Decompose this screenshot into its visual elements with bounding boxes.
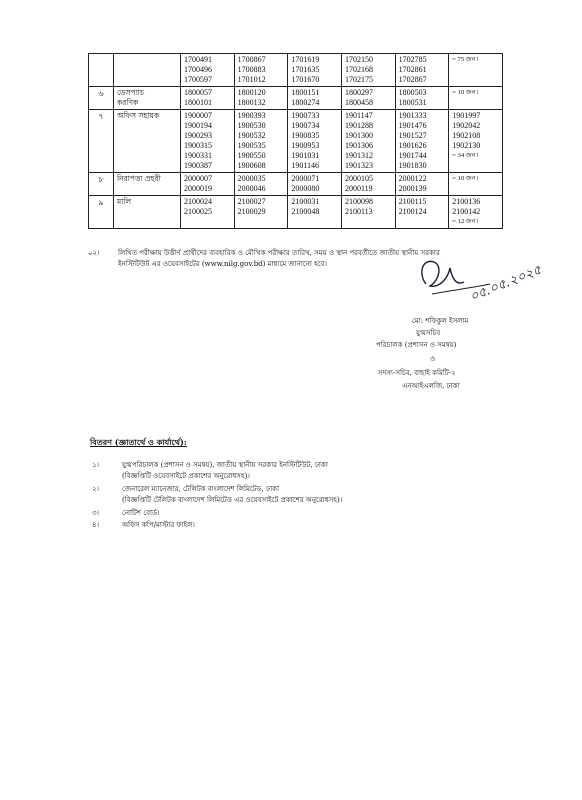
roll-number: 1701619 bbox=[291, 55, 320, 64]
roll-number: 2100024 bbox=[184, 197, 212, 206]
roll-number: 1901997 bbox=[452, 111, 481, 120]
roll-number: 1900387 bbox=[184, 161, 212, 170]
roll-column-cell bbox=[395, 110, 449, 173]
roll-number: 1900393 bbox=[237, 111, 266, 120]
distribution-item-text: অফিস কপি/মাস্টার ফাইল। bbox=[122, 521, 195, 529]
roll-number: 1900293 bbox=[184, 131, 212, 140]
roll-column-cell bbox=[449, 110, 503, 173]
roll-number: 1701635 bbox=[291, 65, 320, 74]
roll-number: 2000139 bbox=[398, 184, 427, 193]
roll-number: 2100113 bbox=[344, 207, 373, 216]
roll-number: 1901146 bbox=[291, 161, 320, 170]
roll-number: 1900331 bbox=[184, 151, 212, 160]
result-table bbox=[88, 53, 503, 229]
distribution-item-text: নোটিশ বোর্ড। bbox=[122, 509, 160, 517]
roll-number: 1900550 bbox=[237, 151, 266, 160]
roll-number: 2100098 bbox=[344, 197, 373, 206]
handwritten-signature bbox=[412, 244, 562, 306]
roll-number: 1800274 bbox=[291, 98, 320, 107]
candidate-count: = 10 জন। bbox=[452, 175, 479, 182]
roll-column-cell bbox=[234, 87, 288, 110]
roll-column-cell bbox=[341, 110, 395, 173]
roll-number: 1900315 bbox=[184, 141, 212, 150]
post-name-cell bbox=[114, 87, 181, 110]
roll-column-cell bbox=[288, 196, 342, 229]
distribution-item-number: ২। bbox=[92, 485, 100, 493]
serial-cell: ৬ bbox=[89, 87, 114, 110]
distribution-item-number: ৩। bbox=[92, 509, 100, 517]
roll-number: 1800132 bbox=[237, 98, 266, 107]
table-row bbox=[89, 54, 503, 87]
roll-column-cell bbox=[395, 54, 449, 87]
post-name: ডেসপ্যাচ bbox=[117, 88, 145, 97]
note-line-1: লিখিত পরীক্ষায় উত্তীর্ণ প্রার্থীদের ব্যবহারিক ও মৌখিক পরীক্ষার তারিখ, সময় ও স্থান পরবর্তীতে জাতীয় স্থানীয় সরকার bbox=[118, 249, 440, 257]
roll-number: 2000080 bbox=[291, 184, 320, 193]
post-name-cell bbox=[114, 196, 181, 229]
post-name: মালি bbox=[117, 197, 132, 206]
roll-column-cell bbox=[288, 110, 342, 173]
roll-number: 1901333 bbox=[398, 111, 427, 120]
serial-cell bbox=[89, 54, 114, 87]
roll-column-cell bbox=[181, 196, 235, 229]
roll-number: 1702175 bbox=[344, 75, 373, 84]
serial-cell: ৯ bbox=[89, 196, 114, 229]
roll-number: 1800458 bbox=[344, 98, 373, 107]
distribution-item-text: (বিজ্ঞপ্তিটি ওয়েবসাইটে প্রকাশের অনুরোধসহ)। bbox=[122, 472, 250, 480]
table-row bbox=[89, 110, 503, 173]
roll-number: 1901476 bbox=[398, 121, 427, 130]
roll-column-cell bbox=[449, 196, 503, 229]
table-row bbox=[89, 87, 503, 110]
distribution-heading: বিতরণ (জ্ঞাতার্থে ও কার্যার্থে): bbox=[90, 437, 187, 447]
roll-number: 1901626 bbox=[398, 141, 427, 150]
roll-number: 1902130 bbox=[452, 141, 481, 150]
roll-number: 2100136 bbox=[452, 197, 481, 206]
signatory-role-2: সদস্য-সচিব, বাছাই কমিটি-২ bbox=[378, 369, 456, 377]
note-number: ০২। bbox=[88, 249, 100, 257]
roll-number: 2000105 bbox=[344, 174, 373, 183]
roll-number: 2100142 bbox=[452, 207, 481, 216]
roll-number: 1900734 bbox=[291, 121, 320, 130]
signature-date: ০৫.০৫.২০২৫ bbox=[467, 262, 544, 305]
roll-number: 1900835 bbox=[291, 131, 320, 140]
post-name-cell bbox=[114, 54, 181, 87]
roll-column-cell bbox=[181, 54, 235, 87]
roll-column-cell bbox=[234, 110, 288, 173]
roll-number: 2100025 bbox=[184, 207, 212, 216]
roll-column-cell bbox=[181, 173, 235, 196]
roll-column-cell bbox=[449, 54, 503, 87]
roll-number: 1701012 bbox=[237, 75, 266, 84]
candidate-count: = 75 জন। bbox=[452, 56, 479, 63]
roll-number: 1700496 bbox=[184, 65, 212, 74]
table-row bbox=[89, 173, 503, 196]
roll-number: 2000019 bbox=[184, 184, 212, 193]
roll-number: 1901323 bbox=[344, 161, 373, 170]
roll-number: 1700867 bbox=[237, 55, 266, 64]
candidate-count: = 34 জন। bbox=[452, 152, 479, 159]
roll-number: 2100027 bbox=[237, 197, 266, 206]
serial-cell: ৭ bbox=[89, 110, 114, 173]
roll-column-cell bbox=[395, 87, 449, 110]
distribution-item-number: ১। bbox=[92, 461, 100, 469]
roll-number: 1901031 bbox=[291, 151, 320, 160]
roll-number: 2000035 bbox=[237, 174, 266, 183]
roll-number: 2000122 bbox=[398, 174, 427, 183]
roll-column-cell bbox=[341, 54, 395, 87]
roll-number: 1700597 bbox=[184, 75, 212, 84]
roll-number: 2000046 bbox=[237, 184, 266, 193]
roll-number: 1900530 bbox=[237, 121, 266, 130]
distribution-item-text: যুগ্মপরিচালক (প্রশাসন ও সমন্বয়), জাতীয় স্থানীয় সরকার ইনস্টিটিউট, ঢাকা bbox=[122, 461, 328, 469]
post-name: অফিস সহায়ক bbox=[117, 111, 160, 120]
candidate-count: = 10 জন। bbox=[452, 89, 479, 96]
roll-number: 1800101 bbox=[184, 98, 212, 107]
roll-number: 1901744 bbox=[398, 151, 427, 160]
roll-number: 2000119 bbox=[344, 184, 373, 193]
roll-number: 1702785 bbox=[398, 55, 427, 64]
signatory-role: পরিচালক (প্রশাসন ও সমন্বয়) bbox=[376, 341, 457, 349]
roll-number: 1800057 bbox=[184, 88, 212, 97]
roll-number: 2100048 bbox=[291, 207, 320, 216]
roll-number: 1900007 bbox=[184, 111, 212, 120]
roll-number: 1702861 bbox=[398, 65, 427, 74]
post-name-cell bbox=[114, 173, 181, 196]
roll-column-cell bbox=[234, 54, 288, 87]
roll-number: 2100031 bbox=[291, 197, 320, 206]
roll-column-cell bbox=[288, 54, 342, 87]
post-name: করণিক bbox=[117, 98, 139, 107]
roll-number: 1901527 bbox=[398, 131, 427, 140]
roll-number: 1700883 bbox=[237, 65, 266, 74]
roll-number: 1900733 bbox=[291, 111, 320, 120]
roll-number: 2100115 bbox=[398, 197, 427, 206]
roll-column-cell bbox=[395, 173, 449, 196]
signatory-office: এনআইএলজি, ঢাকা bbox=[402, 382, 460, 390]
roll-column-cell bbox=[449, 173, 503, 196]
roll-column-cell bbox=[341, 173, 395, 196]
roll-number: 2100029 bbox=[237, 207, 266, 216]
roll-number: 1902042 bbox=[452, 121, 481, 130]
roll-number: 1901147 bbox=[344, 111, 373, 120]
signatory-conjunction: ও bbox=[430, 355, 436, 363]
roll-column-cell bbox=[449, 87, 503, 110]
distribution-item-text: জেনারেল ম্যানেজার, টেলিটক বাংলাদেশ লিমিটেড, ঢাকা bbox=[122, 485, 280, 493]
roll-number: 1900532 bbox=[237, 131, 266, 140]
roll-number: 1901300 bbox=[344, 131, 373, 140]
distribution-item-number: ৪। bbox=[92, 521, 100, 529]
roll-number: 1901312 bbox=[344, 151, 373, 160]
roll-column-cell bbox=[395, 196, 449, 229]
signatory-designation: যুগ্মসচিব bbox=[416, 329, 441, 337]
roll-number: 1702150 bbox=[344, 55, 373, 64]
distribution-item-text: (বিজ্ঞপ্তিটি টেলিটক বাংলাদেশ লিমিটেড এর ওয়েবসাইটে প্রকাশের অনুরোধসহ)। bbox=[122, 496, 343, 504]
candidate-count: = 12 জন। bbox=[452, 218, 479, 225]
roll-number: 2100124 bbox=[398, 207, 427, 216]
roll-column-cell bbox=[288, 87, 342, 110]
roll-number: 1800297 bbox=[344, 88, 373, 97]
roll-column-cell bbox=[181, 87, 235, 110]
roll-number: 1900194 bbox=[184, 121, 212, 130]
roll-number: 1800120 bbox=[237, 88, 266, 97]
roll-number: 1700491 bbox=[184, 55, 212, 64]
roll-number: 2000007 bbox=[184, 174, 212, 183]
roll-number: 1901830 bbox=[398, 161, 427, 170]
roll-number: 1902108 bbox=[452, 131, 481, 140]
roll-column-cell bbox=[234, 196, 288, 229]
roll-column-cell bbox=[341, 87, 395, 110]
roll-number: 2000071 bbox=[291, 174, 320, 183]
roll-column-cell bbox=[181, 110, 235, 173]
roll-number: 1702867 bbox=[398, 75, 427, 84]
post-name-cell bbox=[114, 110, 181, 173]
roll-number: 1900535 bbox=[237, 141, 266, 150]
roll-column-cell bbox=[234, 173, 288, 196]
roll-column-cell bbox=[341, 196, 395, 229]
roll-number: 1900608 bbox=[237, 161, 266, 170]
post-name: নিরাপত্তা প্রহরী bbox=[117, 174, 161, 183]
serial-cell: ৮ bbox=[89, 173, 114, 196]
roll-number: 1901288 bbox=[344, 121, 373, 130]
roll-number: 1702168 bbox=[344, 65, 373, 74]
roll-column-cell bbox=[288, 173, 342, 196]
roll-number: 1701670 bbox=[291, 75, 320, 84]
roll-number: 1800151 bbox=[291, 88, 320, 97]
signatory-name: মো: শফিকুল ইসলাম bbox=[412, 317, 469, 325]
roll-number: 1800503 bbox=[398, 88, 427, 97]
table-row bbox=[89, 196, 503, 229]
roll-number: 1901306 bbox=[344, 141, 373, 150]
roll-number: 1900953 bbox=[291, 141, 320, 150]
note-line-2: ইনস্টিটিউট এর ওয়েবসাইটের (www.nilg.gov.bd) মাধ্যমে জানানো হবে। bbox=[118, 260, 328, 268]
roll-number: 1800531 bbox=[398, 98, 427, 107]
